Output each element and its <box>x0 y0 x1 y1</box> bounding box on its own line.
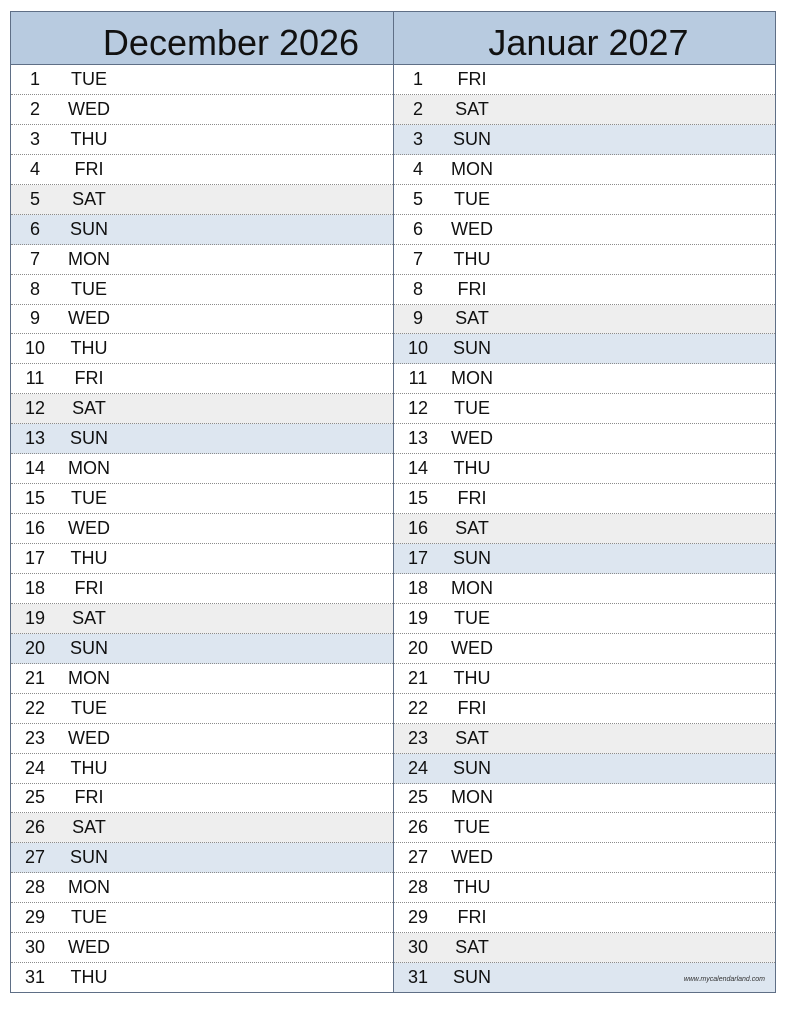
weekday-name: SUN <box>452 547 491 568</box>
day-row <box>394 694 775 724</box>
day-number: 30 <box>407 937 429 958</box>
day-row <box>394 963 775 992</box>
calendar-table <box>10 11 776 993</box>
day-number: 4 <box>29 158 40 179</box>
day-row <box>394 514 775 544</box>
weekday-name: THU <box>70 547 108 568</box>
day-row <box>394 664 775 694</box>
day-number: 9 <box>412 308 423 329</box>
day-number: 17 <box>407 547 429 568</box>
weekday-name: SAT <box>72 398 106 419</box>
day-row <box>11 574 393 604</box>
day-row <box>11 784 393 814</box>
day-number: 13 <box>24 428 46 449</box>
day-number: 10 <box>24 338 46 359</box>
day-row <box>11 724 393 754</box>
day-row <box>394 125 775 155</box>
weekday-name: THU <box>453 877 491 898</box>
day-number: 23 <box>24 727 46 748</box>
weekday-name: TUE <box>71 907 107 928</box>
weekday-name: THU <box>70 967 108 988</box>
day-row <box>11 215 393 245</box>
day-number: 29 <box>24 907 46 928</box>
weekday-name: THU <box>70 757 108 778</box>
day-row <box>394 155 775 185</box>
day-number: 20 <box>24 637 46 658</box>
month-column-december <box>11 12 393 992</box>
day-row <box>394 903 775 933</box>
day-row <box>394 634 775 664</box>
day-row <box>394 784 775 814</box>
day-row <box>11 514 393 544</box>
day-row <box>394 724 775 754</box>
weekday-name: SAT <box>455 308 489 329</box>
weekday-name: TUE <box>71 697 107 718</box>
day-number: 18 <box>24 577 46 598</box>
day-row <box>394 364 775 394</box>
day-number: 27 <box>24 847 46 868</box>
day-number: 27 <box>407 847 429 868</box>
day-number: 25 <box>24 787 46 808</box>
day-number: 10 <box>407 338 429 359</box>
day-number: 24 <box>24 757 46 778</box>
weekday-name: THU <box>453 667 491 688</box>
day-row <box>11 95 393 125</box>
weekday-name: TUE <box>454 817 490 838</box>
day-number: 5 <box>29 188 40 209</box>
day-number: 15 <box>24 488 46 509</box>
day-number: 2 <box>412 98 423 119</box>
weekday-name: SAT <box>72 188 106 209</box>
day-number: 28 <box>407 877 429 898</box>
day-row <box>394 275 775 305</box>
weekday-name: MON <box>68 248 110 269</box>
day-number: 3 <box>412 128 423 149</box>
weekday-name: TUE <box>454 607 490 628</box>
day-row <box>11 694 393 724</box>
day-number: 16 <box>407 518 429 539</box>
day-number: 28 <box>24 877 46 898</box>
day-number: 1 <box>29 68 40 89</box>
day-row <box>11 484 393 514</box>
day-row <box>394 604 775 634</box>
weekday-name: FRI <box>457 278 487 299</box>
day-number: 25 <box>407 787 429 808</box>
weekday-name: FRI <box>457 907 487 928</box>
weekday-name: SAT <box>72 817 106 838</box>
day-row <box>394 544 775 574</box>
month-title: Januar 2027 <box>394 12 775 65</box>
day-row <box>11 334 393 364</box>
weekday-name: THU <box>70 128 108 149</box>
weekday-name: THU <box>70 338 108 359</box>
day-number: 13 <box>407 428 429 449</box>
weekday-name: SUN <box>452 757 491 778</box>
weekday-name: TUE <box>71 68 107 89</box>
day-row <box>11 544 393 574</box>
day-number: 5 <box>412 188 423 209</box>
weekday-name: WED <box>68 937 110 958</box>
day-row <box>11 424 393 454</box>
day-number: 18 <box>407 577 429 598</box>
weekday-name: WED <box>68 518 110 539</box>
day-row <box>11 394 393 424</box>
weekday-name: TUE <box>454 398 490 419</box>
day-number: 4 <box>412 158 423 179</box>
weekday-name: SUN <box>69 218 108 239</box>
day-row <box>11 364 393 394</box>
weekday-name: SUN <box>452 967 491 988</box>
day-row <box>11 813 393 843</box>
day-row <box>11 843 393 873</box>
day-row <box>11 664 393 694</box>
day-number: 30 <box>24 937 46 958</box>
weekday-name: SUN <box>452 128 491 149</box>
day-row <box>11 245 393 275</box>
weekday-name: TUE <box>454 188 490 209</box>
day-row <box>11 185 393 215</box>
day-row <box>11 604 393 634</box>
day-row <box>394 574 775 604</box>
weekday-name: SAT <box>455 937 489 958</box>
weekday-name: SUN <box>69 637 108 658</box>
day-row <box>11 155 393 185</box>
day-row <box>11 873 393 903</box>
day-row <box>394 933 775 963</box>
day-number: 29 <box>407 907 429 928</box>
day-number: 2 <box>29 98 40 119</box>
day-number: 8 <box>29 278 40 299</box>
weekday-name: MON <box>451 368 493 389</box>
day-row <box>11 903 393 933</box>
weekday-name: FRI <box>74 368 104 389</box>
weekday-name: SAT <box>455 727 489 748</box>
day-number: 26 <box>24 817 46 838</box>
weekday-name: FRI <box>74 787 104 808</box>
day-row <box>11 275 393 305</box>
weekday-name: SUN <box>69 428 108 449</box>
day-number: 24 <box>407 757 429 778</box>
weekday-name: WED <box>68 308 110 329</box>
day-number: 9 <box>29 308 40 329</box>
day-number: 12 <box>407 398 429 419</box>
day-number: 31 <box>407 967 429 988</box>
day-number: 14 <box>24 458 46 479</box>
weekday-name: MON <box>68 877 110 898</box>
day-row <box>394 185 775 215</box>
weekday-name: FRI <box>74 577 104 598</box>
weekday-name: MON <box>451 577 493 598</box>
watermark-text: www.mycalendarland.com <box>683 976 765 984</box>
weekday-name: SAT <box>455 98 489 119</box>
day-row <box>11 454 393 484</box>
day-number: 21 <box>407 667 429 688</box>
day-number: 21 <box>24 667 46 688</box>
day-number: 7 <box>412 248 423 269</box>
day-row <box>11 65 393 95</box>
day-number: 20 <box>407 637 429 658</box>
day-row <box>394 95 775 125</box>
day-row <box>394 305 775 335</box>
day-row <box>394 424 775 454</box>
weekday-name: WED <box>68 98 110 119</box>
weekday-name: THU <box>453 248 491 269</box>
weekday-name: SUN <box>452 338 491 359</box>
day-number: 17 <box>24 547 46 568</box>
day-row <box>11 305 393 335</box>
day-number: 16 <box>24 518 46 539</box>
weekday-name: FRI <box>457 488 487 509</box>
weekday-name: SAT <box>455 518 489 539</box>
weekday-name: FRI <box>457 697 487 718</box>
day-rows <box>394 65 775 992</box>
weekday-name: MON <box>451 787 493 808</box>
day-row <box>11 933 393 963</box>
day-row <box>394 843 775 873</box>
day-number: 19 <box>407 607 429 628</box>
weekday-name: FRI <box>457 68 487 89</box>
weekday-name: TUE <box>71 278 107 299</box>
weekday-name: SAT <box>72 607 106 628</box>
day-number: 14 <box>407 458 429 479</box>
weekday-name: WED <box>451 218 493 239</box>
day-row <box>394 454 775 484</box>
day-number: 1 <box>412 68 423 89</box>
day-number: 11 <box>408 368 428 389</box>
weekday-name: WED <box>68 727 110 748</box>
day-number: 11 <box>25 368 45 389</box>
day-row <box>394 394 775 424</box>
weekday-name: WED <box>451 847 493 868</box>
day-row <box>394 873 775 903</box>
day-number: 19 <box>24 607 46 628</box>
day-row <box>394 813 775 843</box>
day-number: 3 <box>29 128 40 149</box>
day-number: 22 <box>407 697 429 718</box>
day-row <box>394 215 775 245</box>
day-number: 23 <box>407 727 429 748</box>
weekday-name: FRI <box>74 158 104 179</box>
day-row <box>394 245 775 275</box>
weekday-name: WED <box>451 428 493 449</box>
day-number: 31 <box>24 967 46 988</box>
day-row <box>11 125 393 155</box>
day-number: 15 <box>407 488 429 509</box>
day-row <box>394 754 775 784</box>
weekday-name: MON <box>451 158 493 179</box>
day-row <box>11 634 393 664</box>
weekday-name: WED <box>451 637 493 658</box>
day-rows <box>11 65 393 992</box>
day-number: 6 <box>412 218 423 239</box>
day-number: 26 <box>407 817 429 838</box>
day-number: 7 <box>29 248 40 269</box>
weekday-name: MON <box>68 458 110 479</box>
weekday-name: TUE <box>71 488 107 509</box>
weekday-name: SUN <box>69 847 108 868</box>
day-row <box>11 754 393 784</box>
day-row <box>394 65 775 95</box>
day-row <box>11 963 393 992</box>
day-number: 8 <box>412 278 423 299</box>
day-row <box>394 334 775 364</box>
weekday-name: THU <box>453 458 491 479</box>
weekday-name: MON <box>68 667 110 688</box>
month-column-january <box>393 12 775 992</box>
day-number: 12 <box>24 398 46 419</box>
day-row <box>394 484 775 514</box>
day-number: 6 <box>29 218 40 239</box>
day-number: 22 <box>24 697 46 718</box>
month-title: December 2026 <box>11 12 393 65</box>
